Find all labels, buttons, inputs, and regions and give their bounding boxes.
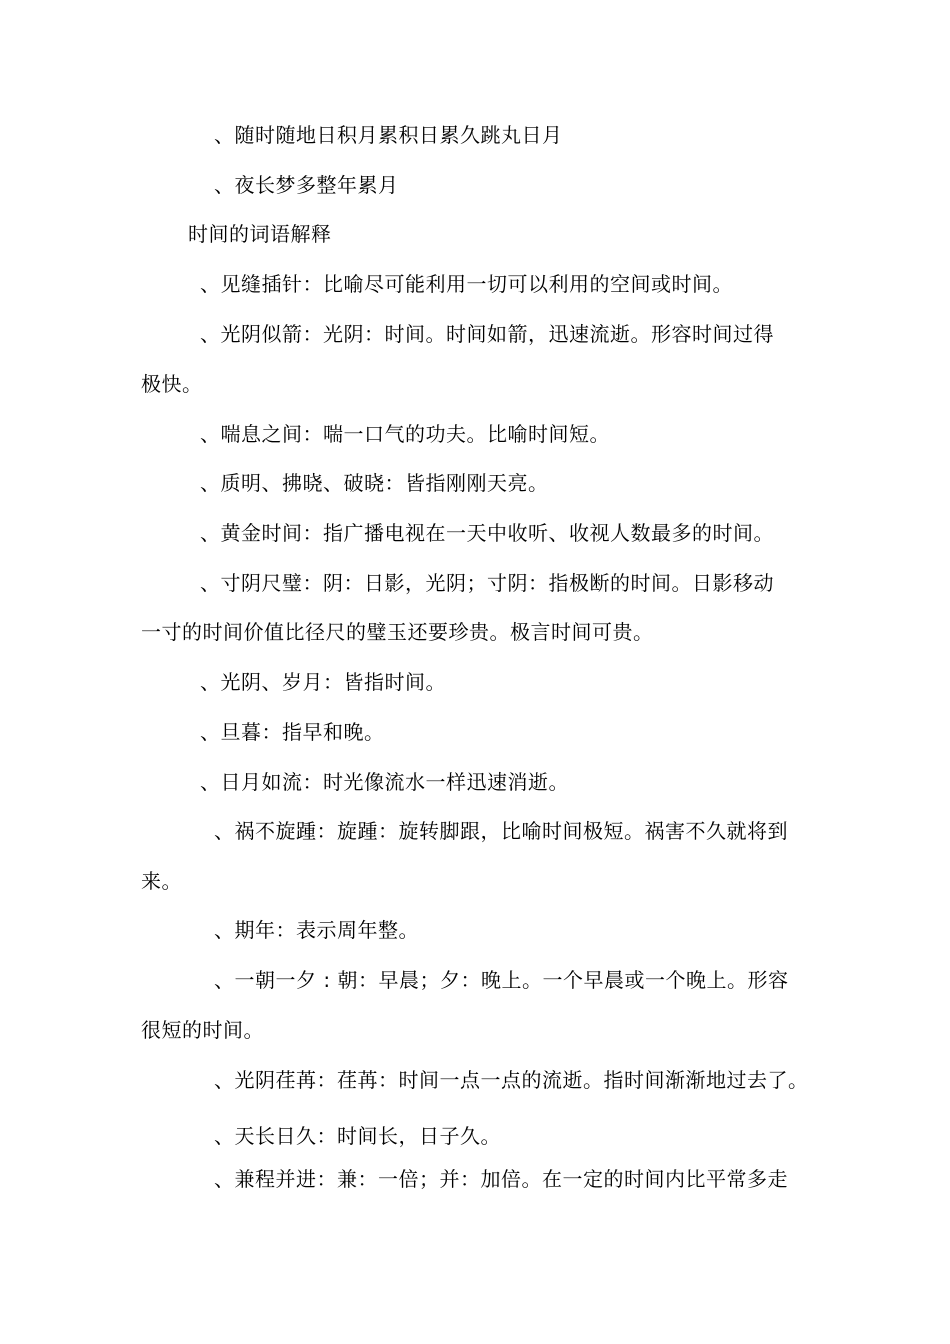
text-line-7: 、喘息之间：喘一口气的功夫。比喻时间短。: [200, 422, 610, 446]
text-line-17: 、期年：表示周年整。: [214, 918, 419, 942]
text-line-10: 、寸阴尺璧：阴：日影，光阴；寸阴：指极断的时间。日影移动: [200, 571, 774, 595]
text-line-21: 、天长日久：时间长，日子久。: [214, 1124, 501, 1148]
text-line-22: 、兼程并进：兼：一倍；并：加倍。在一定的时间内比平常多走: [214, 1167, 788, 1191]
text-line-6: 极快。: [141, 372, 203, 396]
text-line-12: 、光阴、岁月：皆指时间。: [200, 670, 446, 694]
text-line-4: 、见缝插针：比喻尽可能利用一切可以利用的空间或时间。: [200, 272, 733, 296]
text-line-13: 、旦暮：指早和晚。: [200, 720, 385, 744]
text-line-1: 、随时随地日积月累积日累久跳丸日月: [214, 123, 563, 147]
text-line-20: 、光阴荏苒：荏苒：时间一点一点的流逝。指时间渐渐地过去了。: [214, 1068, 809, 1092]
text-line-15: 、祸不旋踵：旋踵：旋转脚跟，比喻时间极短。祸害不久就将到: [214, 819, 788, 843]
text-line-5: 、光阴似箭：光阴：时间。时间如箭，迅速流逝。形容时间过得: [200, 322, 774, 346]
text-line-19: 很短的时间。: [141, 1018, 264, 1042]
section-heading: 时间的词语解释: [188, 222, 332, 246]
text-line-8: 、质明、拂晓、破晓：皆指刚刚天亮。: [200, 471, 549, 495]
text-line-2: 、夜长梦多整年累月: [214, 173, 399, 197]
text-line-16: 来。: [141, 869, 182, 893]
text-line-9: 、黄金时间：指广播电视在一天中收听、收视人数最多的时间。: [200, 521, 774, 545]
text-line-14: 、日月如流：时光像流水一样迅速消逝。: [200, 770, 569, 794]
text-line-18: 、一朝一夕 : 朝：早晨；夕：晚上。一个早晨或一个晚上。形容: [214, 968, 789, 992]
text-line-11: 一寸的时间价值比径尺的璧玉还要珍贵。极言时间可贵。: [141, 620, 654, 644]
